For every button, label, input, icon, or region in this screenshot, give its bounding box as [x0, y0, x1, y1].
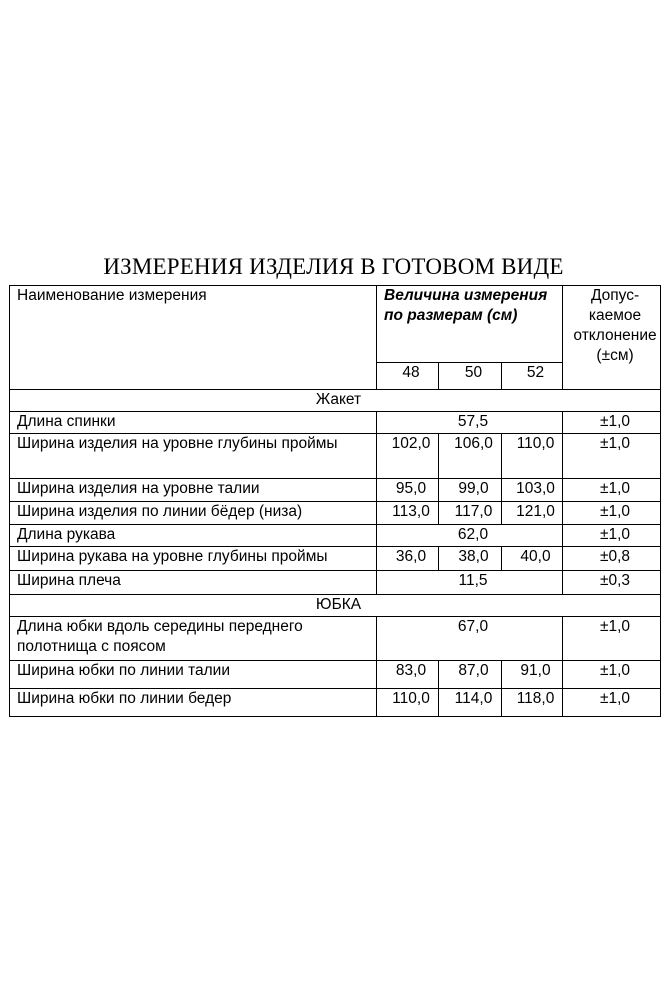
header-size-line2: по размерам (см): [384, 307, 518, 324]
section-skirt: ЮБКА: [10, 595, 661, 617]
header-tol-line1: Допус-: [590, 287, 640, 304]
row-value-48: 110,0: [377, 689, 439, 717]
row-value-50: 117,0: [439, 502, 502, 525]
row-name: Ширина юбки по линии талии: [10, 661, 377, 689]
row-name: Длина юбки вдоль середины переднего полотнища с поясом: [10, 617, 377, 661]
row-name: Ширина рукава на уровне глубины проймы: [10, 547, 377, 571]
header-tol-line4: (±см): [596, 347, 634, 364]
row-name: Ширина изделия по линии бёдер (низа): [10, 502, 377, 525]
row-tolerance: ±1,0: [563, 617, 661, 661]
row-value-48: 102,0: [377, 434, 439, 479]
table-row: [10, 547, 661, 571]
header-name-column: Наименование измерения: [10, 286, 377, 390]
table-row: [10, 502, 661, 525]
table-title: ИЗМЕРЕНИЯ ИЗДЕЛИЯ В ГОТОВОМ ВИДЕ: [103, 254, 564, 279]
row-tolerance: ±1,0: [563, 689, 661, 717]
row-tolerance: ±1,0: [563, 502, 661, 525]
row-value-merged: 67,0: [377, 617, 563, 661]
row-value-50: 106,0: [439, 434, 502, 479]
header-tol-line3: отклонение: [573, 327, 657, 344]
row-tolerance: ±1,0: [563, 661, 661, 689]
row-value-52: 121,0: [502, 502, 563, 525]
row-name: Ширина изделия на уровне глубины проймы: [10, 434, 377, 479]
row-value-48: 36,0: [377, 547, 439, 571]
row-tolerance: ±1,0: [563, 434, 661, 479]
row-tolerance: ±1,0: [563, 479, 661, 502]
row-value-merged: 11,5: [377, 571, 563, 595]
table-row: [10, 661, 661, 689]
table-row: [10, 479, 661, 502]
row-value-52: 91,0: [502, 661, 563, 689]
table-row: [10, 434, 661, 479]
size-header-50: 50: [439, 363, 502, 390]
size-header-48: 48: [377, 363, 439, 390]
row-value-50: 87,0: [439, 661, 502, 689]
row-value-52: 118,0: [502, 689, 563, 717]
row-name: Длина спинки: [10, 412, 377, 434]
table-row: [10, 571, 661, 595]
row-value-52: 40,0: [502, 547, 563, 571]
row-name: Ширина юбки по линии бедер: [10, 689, 377, 717]
row-value-52: 103,0: [502, 479, 563, 502]
row-value-48: 95,0: [377, 479, 439, 502]
row-tolerance: ±0,3: [563, 571, 661, 595]
row-name: Ширина изделия на уровне талии: [10, 479, 377, 502]
table-row: [10, 412, 661, 434]
header-size-line1: Величина измерения: [384, 287, 548, 304]
row-name: Ширина плеча: [10, 571, 377, 595]
table-row: [10, 525, 661, 547]
row-value-merged: 57,5: [377, 412, 563, 434]
row-name: Длина рукава: [10, 525, 377, 547]
section-jacket: Жакет: [10, 390, 661, 412]
header-tolerance-column: [563, 286, 661, 390]
row-value-50: 38,0: [439, 547, 502, 571]
row-value-50: 114,0: [439, 689, 502, 717]
table-row: [10, 617, 661, 661]
header-size-column: [377, 286, 563, 363]
row-value-52: 110,0: [502, 434, 563, 479]
row-value-48: 83,0: [377, 661, 439, 689]
row-tolerance: ±1,0: [563, 525, 661, 547]
row-value-50: 99,0: [439, 479, 502, 502]
header-tol-line2: каемое: [588, 307, 642, 324]
row-tolerance: ±0,8: [563, 547, 661, 571]
row-value-48: 113,0: [377, 502, 439, 525]
measurements-table: [9, 285, 661, 717]
size-header-52: 52: [502, 363, 563, 390]
table-row: [10, 689, 661, 717]
row-tolerance: ±1,0: [563, 412, 661, 434]
row-value-merged: 62,0: [377, 525, 563, 547]
